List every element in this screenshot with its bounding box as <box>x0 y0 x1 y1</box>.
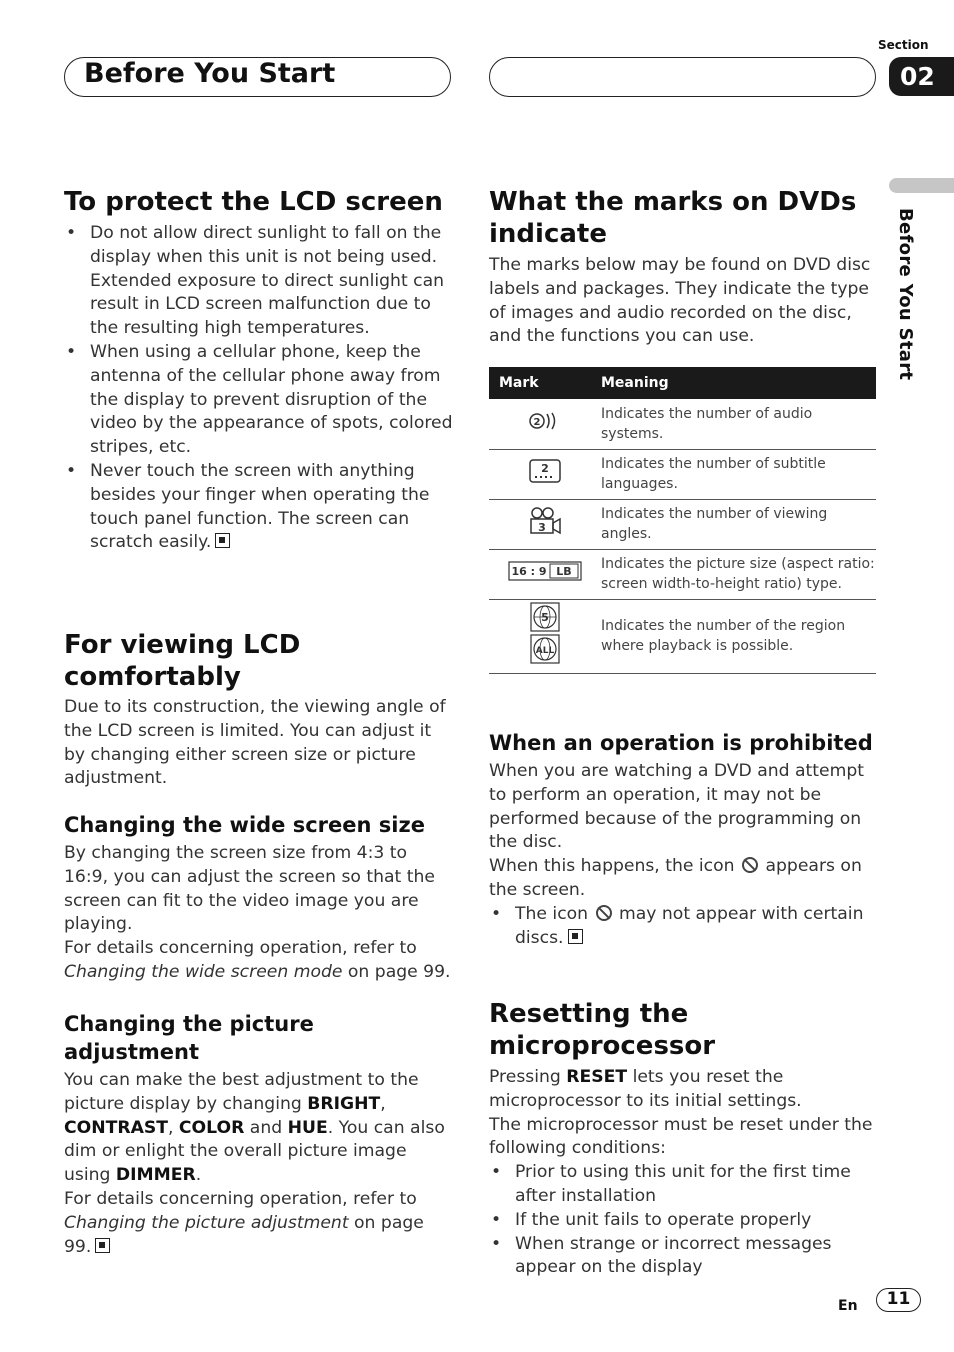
end-mark-icon <box>95 1238 110 1253</box>
side-tab-marker <box>889 178 954 193</box>
section-number: 02 <box>889 57 954 96</box>
wide-heading: Changing the wide screen size <box>64 813 425 837</box>
page-header-title: Before You Start <box>84 58 336 89</box>
subtitle-languages-icon <box>489 449 601 499</box>
list-item: • The icon may not appear with certain discs. <box>491 903 864 948</box>
svg-text:ALL: ALL <box>535 646 555 656</box>
table-row <box>489 499 876 549</box>
prohibited-text-2: When this happens, the icon appears on the screen. <box>489 856 862 900</box>
table-row <box>489 449 876 499</box>
reset-section <box>489 998 877 1280</box>
meaning-column-header: Meaning <box>601 367 876 399</box>
svg-text:3: 3 <box>538 521 546 534</box>
reset-text: Pressing RESET lets you reset the microprocessor to its initial settings. <box>489 1067 802 1111</box>
header-right-frame <box>489 57 876 97</box>
picture-text: You can make the best adjustment to the picture display by changing BRIGHT, CONTRAST, COLOR and HUE. You can also dim or enlight the overall picture image using DIMMER. <box>64 1070 445 1186</box>
language-label: En <box>838 1298 858 1314</box>
end-mark-icon <box>215 533 230 548</box>
region-globe-icon <box>489 599 601 673</box>
svg-text:16 : 9: 16 : 9 <box>511 565 547 578</box>
marks-intro: The marks below may be found on DVD disc labels and packages. They indicate the type of images and audio recorded on the disc, and the functions you can use. <box>489 255 871 347</box>
prohibited-icon <box>742 857 758 873</box>
prohibited-section <box>489 729 877 950</box>
list-item: • Never touch the screen with anything besides your finger when operating the touch panel function. The screen can scratch easily. <box>66 460 430 553</box>
aspect-ratio-icon <box>489 549 601 599</box>
viewing-heading: For viewing LCD comfortably <box>64 630 301 692</box>
viewing-angles-icon <box>489 499 601 549</box>
viewing-text: Due to its construction, the viewing angle of the LCD screen is limited. You can adjust it by changing either screen size or picture adjustment. <box>64 697 446 789</box>
wide-text: By changing the screen size from 4:3 to 16:9, you can adjust the screen so that the screen can fit to the video image you are playing. <box>64 843 435 935</box>
side-tab-label: Before You Start <box>895 208 916 381</box>
svg-text:2: 2 <box>541 462 549 475</box>
picture-section <box>64 1010 454 1259</box>
svg-text:LB: LB <box>556 565 572 578</box>
table-row <box>489 599 876 673</box>
list-item: • When using a cellular phone, keep the antenna of the cellular phone away from the display to prevent disruption of the video by the appearance of spots, colored stripes, etc. <box>66 341 453 458</box>
viewing-angles-meaning: Indicates the number of viewing angles. <box>601 499 876 549</box>
table-header-row <box>489 367 876 399</box>
marks-section <box>489 186 877 349</box>
table-row <box>489 399 876 449</box>
picture-heading: Changing the picture adjustment <box>64 1012 314 1064</box>
reset-heading: Resetting the microprocessor <box>489 999 716 1061</box>
lcd-protect-heading: To protect the LCD screen <box>64 187 443 217</box>
viewing-section <box>64 629 454 791</box>
subtitle-languages-meaning: Indicates the number of subtitle languages. <box>601 449 876 499</box>
prohibited-text: When you are watching a DVD and attempt to perform an operation, it may not be performed because of the programming on the disc. <box>489 761 864 853</box>
end-mark-icon <box>568 929 583 944</box>
list-item: • Prior to using this unit for the first time after installation <box>491 1162 851 1206</box>
audio-systems-icon <box>489 399 601 449</box>
left-column <box>64 186 454 555</box>
page-number: 11 <box>876 1288 921 1312</box>
list-item: • Do not allow direct sunlight to fall on the display when this unit is not being used. Extended exposure to direct sunlight can result in LCD screen malfunction due to the resulting high temperatures. <box>66 223 445 339</box>
section-label: Section <box>878 38 929 52</box>
svg-text:5: 5 <box>541 611 549 624</box>
wide-reference: For details concerning operation, refer to Changing the wide screen mode on page 99. <box>64 938 451 982</box>
list-item: • If the unit fails to operate properly <box>491 1209 812 1230</box>
dvd-marks-table <box>489 367 876 674</box>
picture-reference: For details concerning operation, refer to Changing the picture adjustment on page 99. <box>64 1188 424 1257</box>
region-meaning: Indicates the number of the region where playback is possible. <box>601 599 876 673</box>
table-row <box>489 549 876 599</box>
mark-column-header: Mark <box>489 367 601 399</box>
reset-conditions-intro: The microprocessor must be reset under the following conditions: <box>489 1114 873 1159</box>
svg-text:2: 2 <box>533 416 541 428</box>
audio-systems-meaning: Indicates the number of audio systems. <box>601 399 876 449</box>
wide-section <box>64 811 454 985</box>
marks-heading: What the marks on DVDs indicate <box>489 187 857 249</box>
list-item: • When strange or incorrect messages appear on the display <box>491 1233 832 1278</box>
prohibited-heading: When an operation is prohibited <box>489 731 873 755</box>
aspect-ratio-meaning: Indicates the picture size (aspect ratio: screen width-to-height ratio) type. <box>601 549 876 599</box>
prohibited-icon <box>596 905 612 921</box>
